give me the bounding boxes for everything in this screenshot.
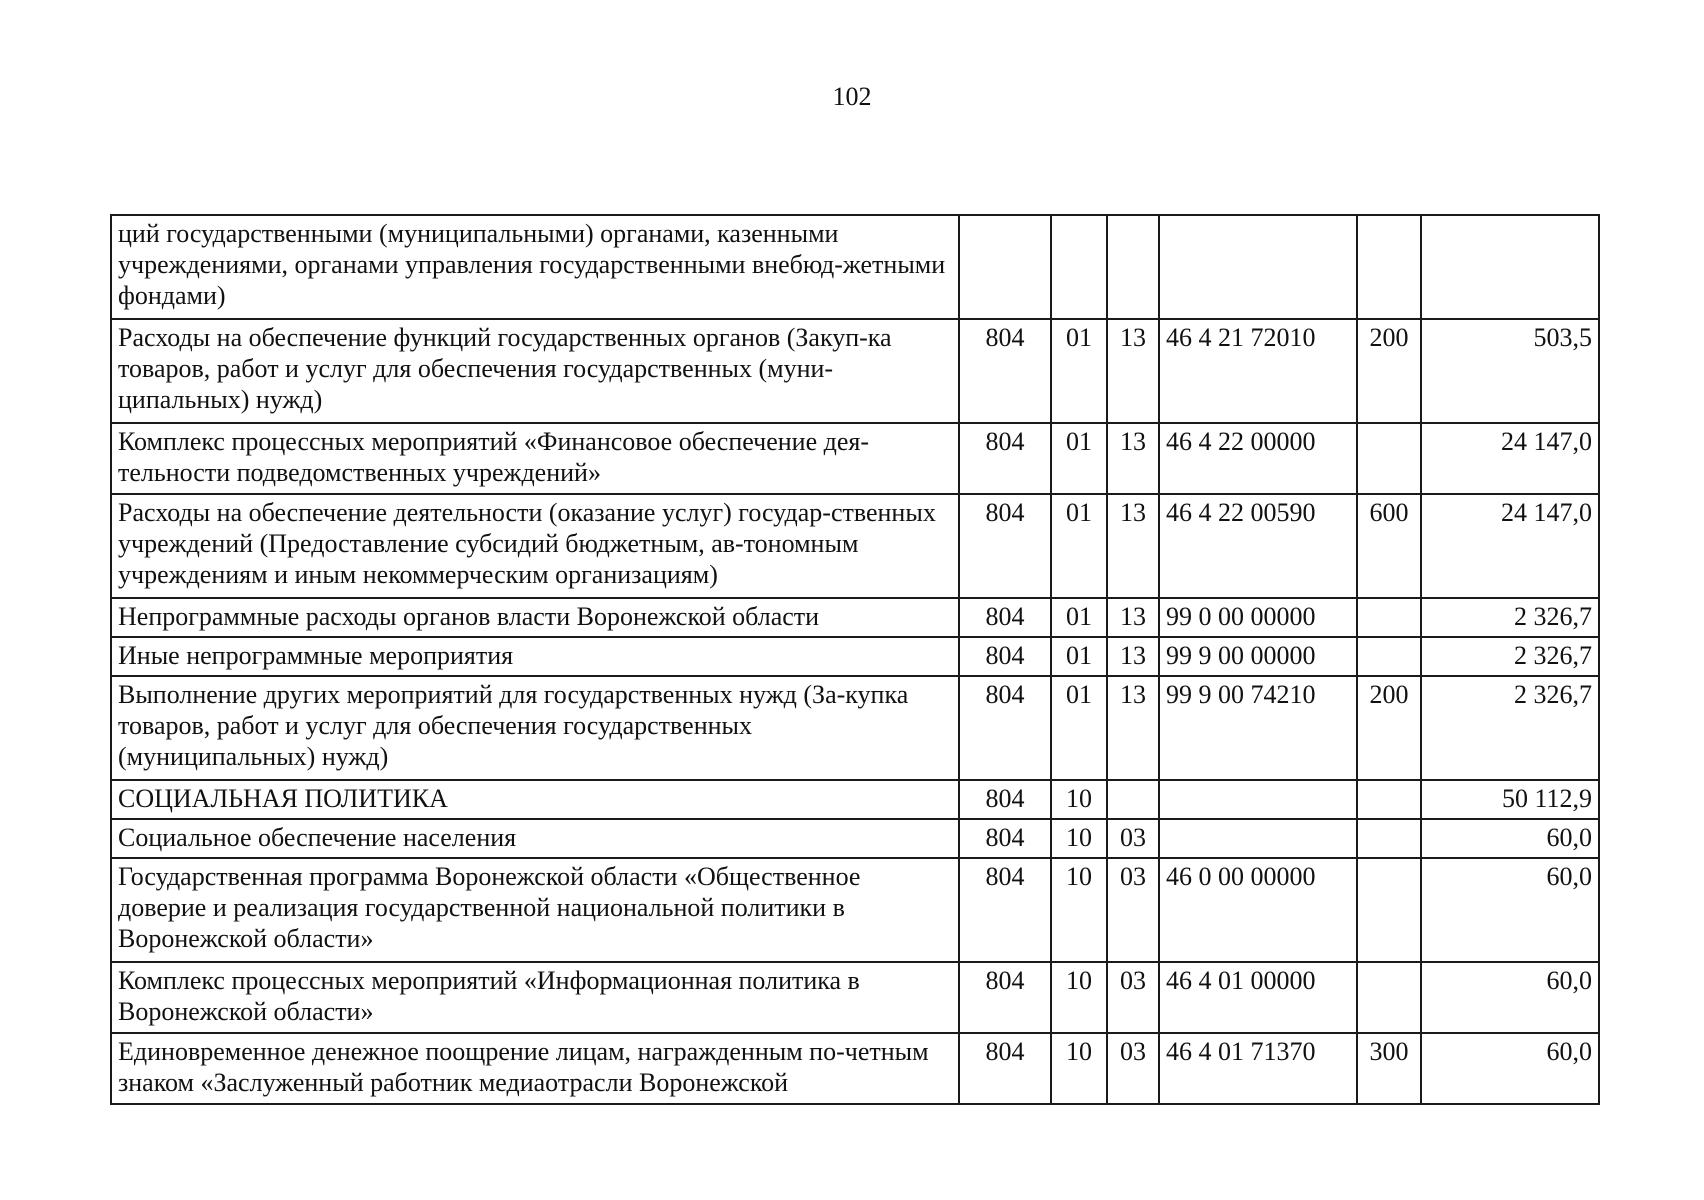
row-grbs: 804 [959, 637, 1051, 676]
row-section: 01 [1051, 494, 1107, 598]
row-expense-type [1357, 962, 1421, 1033]
row-amount: 2 326,7 [1421, 676, 1599, 780]
table-row [111, 1033, 1599, 1104]
table-row [111, 676, 1599, 780]
table-row [111, 423, 1599, 494]
row-subsection: 13 [1107, 637, 1159, 676]
table-row [111, 858, 1599, 962]
row-grbs [959, 215, 1051, 319]
row-name: Расходы на обеспечение деятельности (оказание услуг) государ-ственных учреждений (Предоставление субсидий бюджетным, ав-тономным учреждениям и иным некоммерческим организациям) [111, 494, 959, 598]
row-expense-type [1357, 858, 1421, 962]
row-amount: 24 147,0 [1421, 423, 1599, 494]
row-grbs: 804 [959, 962, 1051, 1033]
row-section: 01 [1051, 598, 1107, 637]
budget-table [110, 214, 1600, 1105]
row-subsection [1107, 215, 1159, 319]
row-grbs: 804 [959, 676, 1051, 780]
row-name: Расходы на обеспечение функций государственных органов (Закуп-ка товаров, работ и услуг для обеспечения государственных (муни-ципальных) нужд) [111, 319, 959, 423]
row-expense-type [1357, 637, 1421, 676]
table-row [111, 780, 1599, 819]
row-expense-type: 300 [1357, 1033, 1421, 1104]
row-amount: 2 326,7 [1421, 637, 1599, 676]
row-expense-type [1357, 423, 1421, 494]
row-section: 10 [1051, 962, 1107, 1033]
table-row [111, 319, 1599, 423]
row-name: Непрограммные расходы органов власти Воронежской области [111, 598, 959, 637]
row-name: Социальное обеспечение населения [111, 819, 959, 858]
row-amount: 24 147,0 [1421, 494, 1599, 598]
row-amount: 60,0 [1421, 858, 1599, 962]
row-amount: 2 326,7 [1421, 598, 1599, 637]
row-section: 01 [1051, 423, 1107, 494]
row-target-article: 99 9 00 00000 [1159, 637, 1357, 676]
row-subsection [1107, 780, 1159, 819]
row-amount [1421, 215, 1599, 319]
row-subsection: 13 [1107, 319, 1159, 423]
row-expense-type [1357, 215, 1421, 319]
row-amount: 60,0 [1421, 1033, 1599, 1104]
row-section: 10 [1051, 780, 1107, 819]
row-grbs: 804 [959, 858, 1051, 962]
row-amount: 503,5 [1421, 319, 1599, 423]
row-section: 10 [1051, 819, 1107, 858]
row-target-article [1159, 215, 1357, 319]
row-name: Единовременное денежное поощрение лицам, награжденным по-четным знаком «Заслуженный работник медиаотрасли Воронежской [111, 1033, 959, 1104]
row-grbs: 804 [959, 494, 1051, 598]
row-subsection: 13 [1107, 423, 1159, 494]
row-expense-type: 200 [1357, 319, 1421, 423]
row-target-article: 99 9 00 74210 [1159, 676, 1357, 780]
row-expense-type [1357, 598, 1421, 637]
table-row [111, 637, 1599, 676]
row-name: ций государственными (муниципальными) органами, казенными учреждениями, органами управления государственными внебюд-жетными фондами) [111, 215, 959, 319]
row-target-article [1159, 819, 1357, 858]
table-row [111, 494, 1599, 598]
row-section: 10 [1051, 858, 1107, 962]
table-row [111, 962, 1599, 1033]
row-subsection: 03 [1107, 858, 1159, 962]
row-grbs: 804 [959, 423, 1051, 494]
row-target-article: 46 0 00 00000 [1159, 858, 1357, 962]
row-grbs: 804 [959, 598, 1051, 637]
row-target-article: 46 4 01 00000 [1159, 962, 1357, 1033]
row-amount: 60,0 [1421, 962, 1599, 1033]
row-section: 01 [1051, 637, 1107, 676]
row-name: Государственная программа Воронежской области «Общественное доверие и реализация государственной национальной политики в Воронежской области» [111, 858, 959, 962]
row-subsection: 13 [1107, 598, 1159, 637]
row-subsection: 03 [1107, 962, 1159, 1033]
row-expense-type: 600 [1357, 494, 1421, 598]
row-name: СОЦИАЛЬНАЯ ПОЛИТИКА [111, 780, 959, 819]
row-amount: 50 112,9 [1421, 780, 1599, 819]
row-name: Иные непрограммные мероприятия [111, 637, 959, 676]
row-grbs: 804 [959, 319, 1051, 423]
row-section: 10 [1051, 1033, 1107, 1104]
row-subsection: 13 [1107, 494, 1159, 598]
row-grbs: 804 [959, 780, 1051, 819]
row-subsection: 03 [1107, 1033, 1159, 1104]
row-subsection: 03 [1107, 819, 1159, 858]
row-target-article: 46 4 21 72010 [1159, 319, 1357, 423]
row-name: Комплекс процессных мероприятий «Финансовое обеспечение дея-тельности подведомственных учреждений» [111, 423, 959, 494]
row-name: Комплекс процессных мероприятий «Информационная политика в Воронежской области» [111, 962, 959, 1033]
row-section [1051, 215, 1107, 319]
row-subsection: 13 [1107, 676, 1159, 780]
row-target-article: 46 4 22 00000 [1159, 423, 1357, 494]
row-amount: 60,0 [1421, 819, 1599, 858]
row-section: 01 [1051, 676, 1107, 780]
row-target-article [1159, 780, 1357, 819]
page-number: 102 [832, 82, 872, 111]
row-grbs: 804 [959, 819, 1051, 858]
row-expense-type: 200 [1357, 676, 1421, 780]
row-expense-type [1357, 819, 1421, 858]
table-row [111, 598, 1599, 637]
row-target-article: 46 4 01 71370 [1159, 1033, 1357, 1104]
row-expense-type [1357, 780, 1421, 819]
row-section: 01 [1051, 319, 1107, 423]
row-name: Выполнение других мероприятий для государственных нужд (За-купка товаров, работ и услуг для обеспечения государственных (муниципальных) нужд) [111, 676, 959, 780]
row-grbs: 804 [959, 1033, 1051, 1104]
table-row [111, 215, 1599, 319]
row-target-article: 46 4 22 00590 [1159, 494, 1357, 598]
row-target-article: 99 0 00 00000 [1159, 598, 1357, 637]
table-row [111, 819, 1599, 858]
